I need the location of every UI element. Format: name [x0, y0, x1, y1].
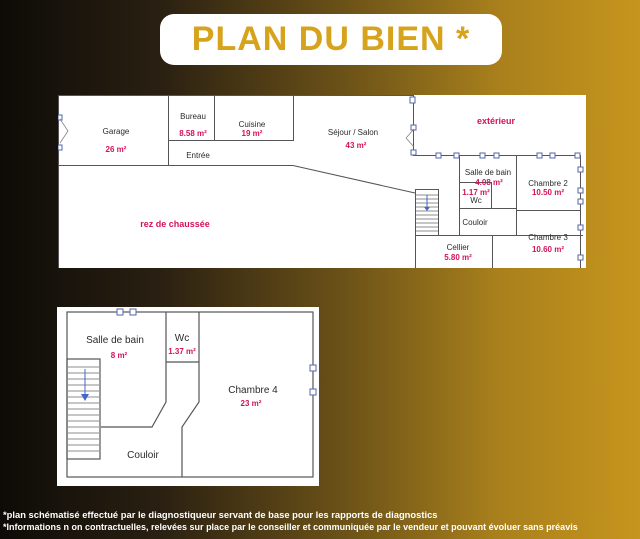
room-sdb-area: 4.08 m²: [475, 178, 503, 187]
footnote-2: *Informations n on contractuelles, relevées sur place par le conseiller et communiquée par le vendeur et pouvant évoluer sans préavis: [3, 522, 578, 532]
room-sejour-label: Séjour / Salon: [327, 128, 379, 137]
room-entree-label: Entrée: [186, 151, 210, 160]
room-wc-label: Wc: [470, 196, 482, 205]
first-floor-plan: [57, 307, 319, 486]
room-cuisine-area: 19 m²: [241, 129, 263, 138]
room-bureau-area: 8.58 m²: [179, 129, 207, 138]
level-label: rez de chaussée: [140, 219, 210, 229]
room-chambre3-area: 10.60 m²: [531, 245, 565, 254]
room-bureau-label: Bureau: [180, 112, 206, 121]
page-title: PLAN DU BIEN *: [160, 14, 502, 65]
room-cellier-area: 5.80 m²: [444, 253, 472, 262]
footnote-1: *plan schématisé effectué par le diagnostiqueur servant de base pour les rapports de diagnostics: [3, 509, 438, 520]
room-chambre2-area: 10.50 m²: [531, 188, 565, 197]
room-sdb-upstairs-area: 8 m²: [110, 351, 128, 360]
room-sejour-area: 43 m²: [345, 141, 367, 150]
room-chambre2-label: Chambre 2: [528, 179, 568, 188]
ground-floor-plan: [58, 95, 586, 268]
room-sdb-upstairs-label: Salle de bain: [86, 335, 144, 346]
outside-label: extérieur: [476, 116, 516, 126]
room-cuisine-label: Cuisine: [238, 120, 266, 129]
room-couloir-label: Couloir: [462, 218, 488, 227]
room-chambre4-label: Chambre 4: [228, 385, 278, 396]
room-couloir-upstairs-label: Couloir: [127, 450, 159, 461]
room-wc-upstairs-area: 1.37 m²: [168, 347, 196, 356]
room-garage-area: 26 m²: [105, 145, 127, 154]
ground-floor-drawing: [58, 95, 586, 268]
room-sdb-label: Salle de bain: [464, 168, 512, 177]
room-chambre3-label: Chambre 3: [528, 233, 568, 242]
room-wc-upstairs-label: Wc: [174, 333, 190, 344]
room-cellier-label: Cellier: [446, 243, 470, 252]
room-chambre4-area: 23 m²: [240, 399, 262, 408]
first-floor-drawing: [57, 307, 319, 486]
room-garage-label: Garage: [102, 127, 130, 136]
room-wc-area: 1.17 m²: [462, 188, 490, 197]
